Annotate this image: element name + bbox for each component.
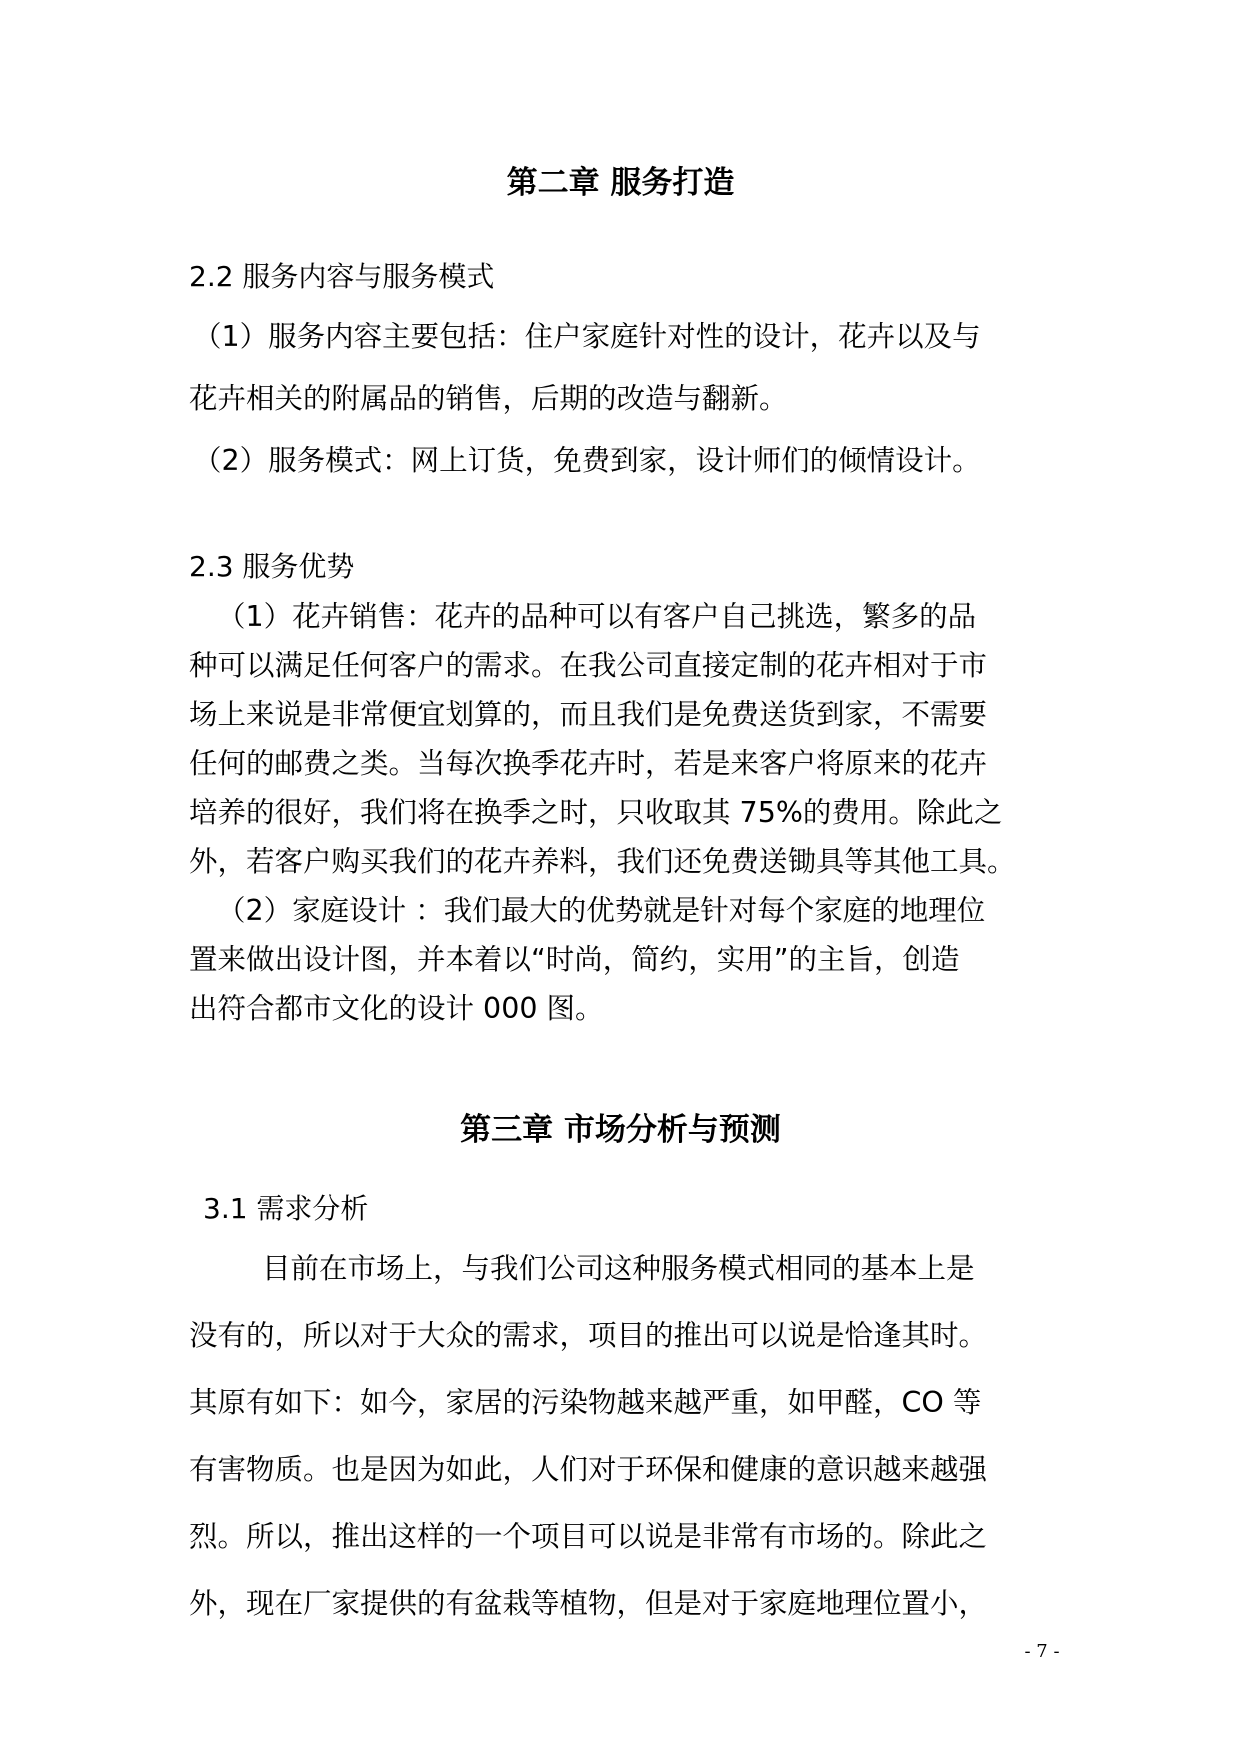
section-2-2-heading: 2.2 服务内容与服务模式 [189, 260, 495, 293]
paragraph-line: （2）服务模式：网上订货，免费到家，设计师们的倾情设计。 [193, 444, 981, 477]
paragraph-line: 培养的很好，我们将在换季之时，只收取其 75%的费用。除此之 [189, 796, 1003, 829]
paragraph-line: 出符合都市文化的设计 000 图。 [189, 992, 604, 1025]
paragraph-line: 花卉相关的附属品的销售，后期的改造与翻新。 [189, 382, 788, 415]
paragraph-line: 任何的邮费之类。当每次换季花卉时，若是来客户将原来的花卉 [189, 747, 988, 780]
paragraph-line: 外，若客户购买我们的花卉养料，我们还免费送锄具等其他工具。 [189, 845, 1016, 878]
page-number: - 7 - [1024, 1641, 1060, 1662]
paragraph-line: 场上来说是非常便宜划算的，而且我们是免费送货到家，不需要 [189, 698, 988, 731]
chapter-2-title: 第二章 服务打造 [506, 165, 735, 201]
chapter-3-title: 第三章 市场分析与预测 [460, 1112, 781, 1148]
paragraph-line: 种可以满足任何客户的需求。在我公司直接定制的花卉相对于市 [189, 649, 988, 682]
section-2-3-heading: 2.3 服务优势 [189, 550, 355, 583]
paragraph-line: 有害物质。也是因为如此，人们对于环保和健康的意识越来越强 [189, 1453, 988, 1486]
paragraph-line: （1）花卉销售：花卉的品种可以有客户自己挑选，繁多的品 [217, 600, 977, 633]
paragraph-line: 烈。所以，推出这样的一个项目可以说是非常有市场的。除此之 [189, 1520, 988, 1553]
section-3-1-heading: 3.1 需求分析 [203, 1192, 369, 1225]
paragraph-line: 目前在市场上，与我们公司这种服务模式相同的基本上是 [262, 1252, 975, 1285]
paragraph-line: 置来做出设计图，并本着以“时尚，简约，实用”的主旨，创造 [189, 943, 960, 976]
paragraph-line: 没有的，所以对于大众的需求，项目的推出可以说是恰逢其时。 [189, 1319, 988, 1352]
paragraph-line: 其原有如下：如今，家居的污染物越来越严重，如甲醛，CO 等 [189, 1386, 982, 1419]
paragraph-line: （1）服务内容主要包括：住户家庭针对性的设计，花卉以及与 [193, 320, 981, 353]
paragraph-line: 外，现在厂家提供的有盆栽等植物，但是对于家庭地理位置小， [189, 1587, 988, 1620]
paragraph-line: （2）家庭设计 ：我们最大的优势就是针对每个家庭的地理位 [217, 894, 986, 927]
